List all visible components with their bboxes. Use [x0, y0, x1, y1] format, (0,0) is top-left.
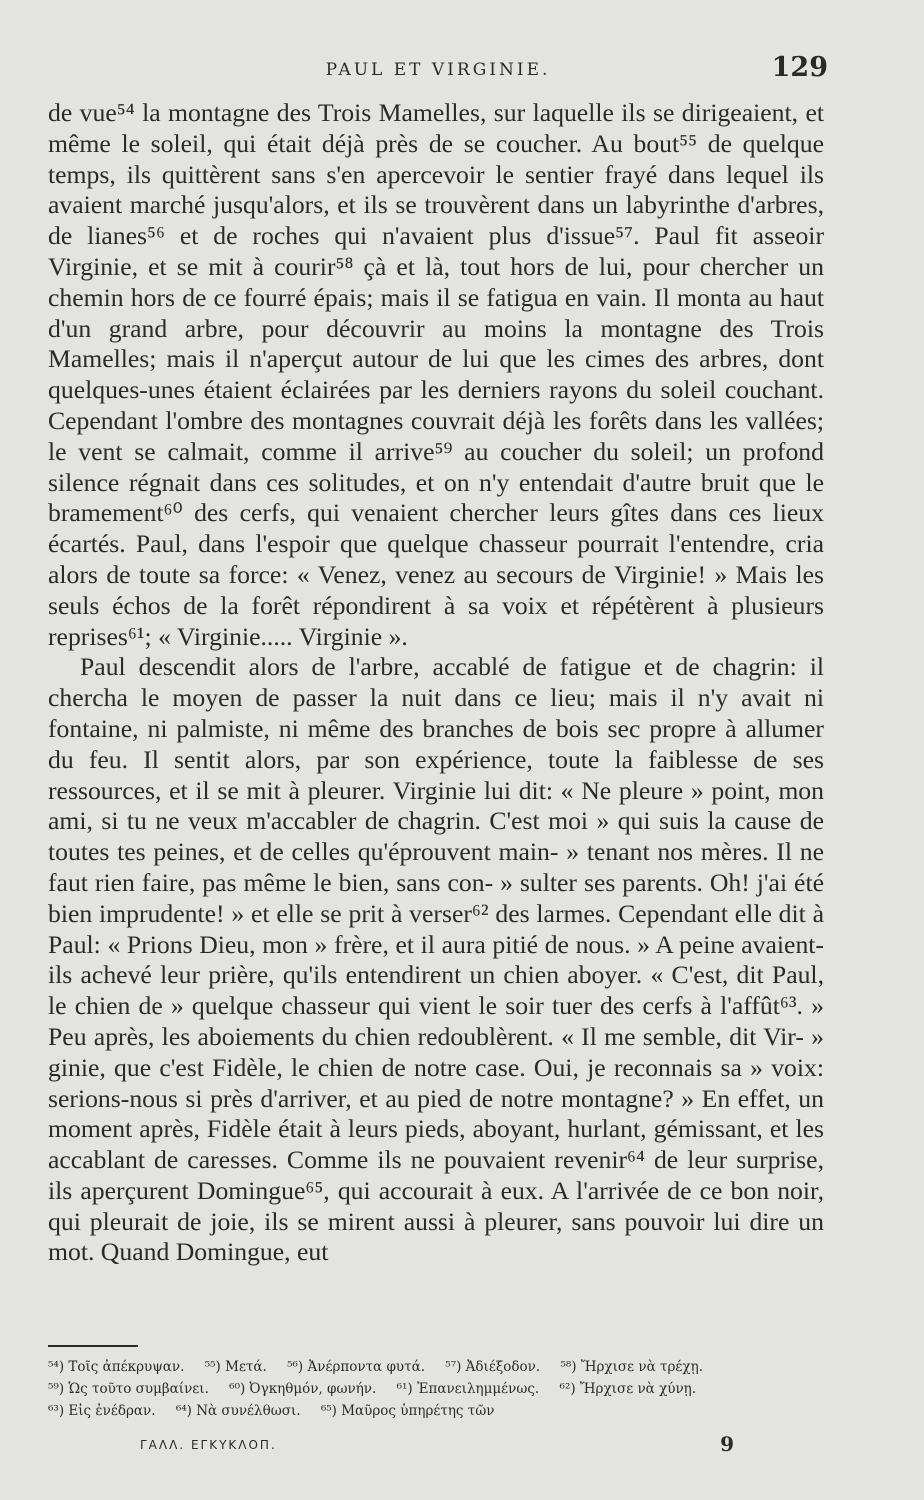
page-footer: [140, 1432, 734, 1462]
footnote: ⁵⁵) Μετά.: [204, 1359, 267, 1375]
footnote: ⁶⁰) Ὀγκηθμόν, φωνήν.: [229, 1381, 377, 1397]
paragraph: Paul descendit alors de l'arbre, accablé de fatigue et de chagrin: il chercha le moyen de passer la nuit dans ce lieu; mais il n'y avait ni fontaine, ni palmiste, ni même des branches de bois sec propre à allumer du feu. Il sentit alors, par son expérience, toute la faiblesse de ses ressources, et il se mit à pleurer. Virginie lui dit: « Ne pleure » point, mon ami, si tu ne veux m'accabler de chagrin. C'est moi » qui suis la cause de toutes tes peines, et de celles qu'éprouvent main- » tenant nos mères. Il ne faut rien faire, pas même le bien, sans con- » sulter ses parents. Oh! j'ai été bien imprudente! » et elle se prit à verser⁶² des larmes. Cependant elle dit à Paul: « Prions Dieu, mon » frère, et il aura pitié de nous. » A peine avaient-ils achevé leur prière, qu'ils entendirent un chien aboyer. « C'est, dit Paul, le chien de » quelque chasseur qui vient le soir tuer des cerfs à l'affût⁶³. » Peu après, les aboiements du chien redoublèrent. « Il me semble, dit Vir- » ginie, que c'est Fidèle, le chien de notre case. Oui, je reconnais sa » voix: serions-nous si près d'arriver, et au pied de notre montagne? » En effet, un moment après, Fidèle était à leurs pieds, aboyant, hurlant, gémissant, et les accablant de caresses. Comme ils ne pouvaient revenir⁶⁴ de leur surprise, ils aperçurent Domingue⁶⁵, qui accourait à eux. A l'arrivée de ce bon noir, qui pleurait de joie, ils se mirent aussi à pleurer, sans pouvoir lui dire un mot. Quand Domingue, eut: [48, 652, 824, 1267]
footnote: ⁶¹) Ἐπανειλημμένως.: [396, 1381, 540, 1397]
footnote: ⁶⁴) Νὰ συνέλθωσι.: [175, 1403, 301, 1419]
footnote: ⁶²) Ἤρχισε νὰ χύνῃ.: [559, 1381, 697, 1397]
paragraph: de vue⁵⁴ la montagne des Trois Mamelles, sur laquelle ils se dirigeaient, et même le soleil, qui était déjà près de se coucher. Au bout⁵⁵ de quelque temps, ils quittèrent sans s'en apercevoir le sentier frayé dans lequel ils avaient marché jusqu'alors, et ils se trouvèrent dans un labyrinthe d'arbres, de lianes⁵⁶ et de roches qui n'avaient plus d'issue⁵⁷. Paul fit asseoir Virginie, et se mit à courir⁵⁸ çà et là, tout hors de lui, pour chercher un chemin hors de ce fourré épais; mais il se fatigua en vain. Il monta au haut d'un grand arbre, pour découvrir au moins la montagne des Trois Mamelles; mais il n'aperçut autour de lui que les cimes des arbres, dont quelques-unes étaient éclairées par les derniers rayons du soleil couchant. Cependant l'ombre des montagnes couvrait déjà les forêts dans les vallées; le vent se calmait, comme il arrive⁵⁹ au coucher du soleil; un profond silence régnait dans ces solitudes, et on n'y entendait d'autre bruit que le bramement⁶⁰ des cerfs, qui venaient chercher leurs gîtes dans ces lieux écartés. Paul, dans l'espoir que quelque chasseur pourrait l'entendre, cria alors de toute sa force: « Venez, venez au secours de Virginie! » Mais les seuls échos de la forêt répondirent à sa voix et répétèrent à plusieurs reprises⁶¹; « Virginie..... Virginie ».: [48, 98, 824, 651]
page-header: [48, 48, 828, 88]
footnote: ⁵⁷) Ἀδιέξοδον.: [445, 1359, 541, 1375]
footnote: ⁵⁴) Τοῖς ἀπέκρυψαν.: [48, 1359, 185, 1375]
footnote: ⁶⁵) Μαῦρος ὑπηρέτης τῶν: [320, 1403, 495, 1419]
running-title: PAUL ET VIRGINIE.: [325, 60, 551, 80]
footnotes: [48, 1356, 824, 1422]
signature-mark: 9: [720, 1432, 734, 1456]
footnote: ⁵⁶) Ἀνέρποντα φυτά.: [287, 1359, 425, 1375]
footnote-rule: [48, 1345, 138, 1347]
footnote: ⁵⁸) Ἤρχισε νὰ τρέχῃ.: [560, 1359, 703, 1375]
footnote: ⁶³) Εἰς ἐνέδραν.: [48, 1403, 156, 1419]
page-number: 129: [771, 52, 828, 83]
footnote: ⁵⁹) Ὡς τοῦτο συμβαίνει.: [48, 1381, 209, 1397]
printer-signature: ΓΑΛΛ. ΕΓΚΥΚΛΟΠ.: [140, 1438, 277, 1452]
body-text: [48, 98, 824, 1268]
